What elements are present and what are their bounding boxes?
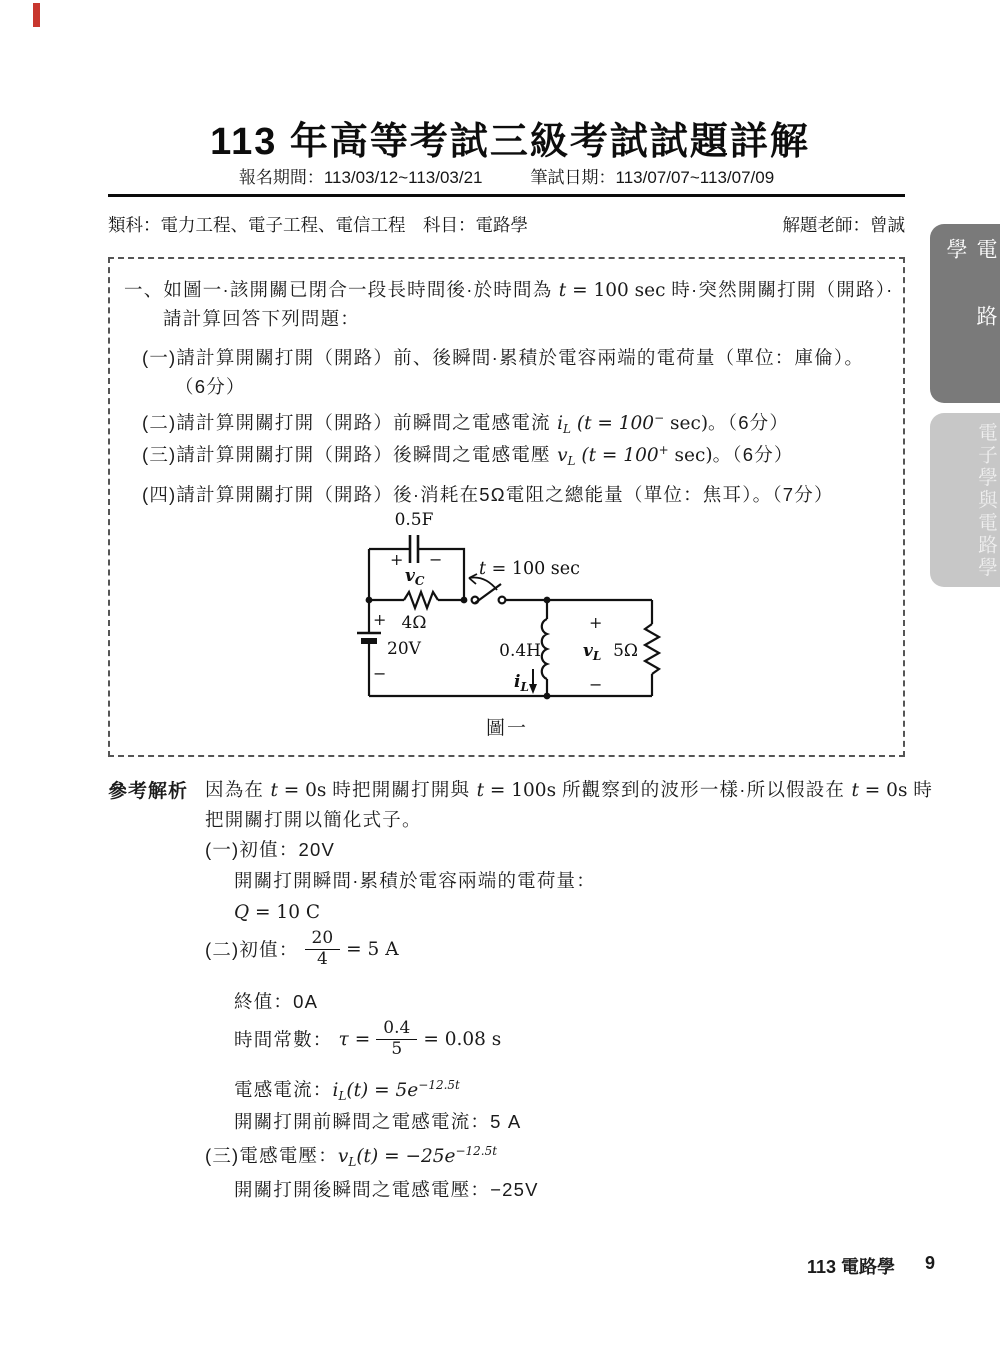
p1-eq-3: = 0s	[858, 780, 914, 801]
resistor-4ohm-label: 4Ω	[401, 613, 427, 633]
vl-symbol: v	[583, 641, 593, 661]
meta-row	[108, 212, 905, 237]
solution-label: 參考解析	[108, 781, 189, 802]
exam-dates-row	[108, 163, 905, 188]
item3-points: 。（6分）	[712, 444, 794, 465]
p1-text-c: 所觀察到的波形一樣·所以假設在	[561, 779, 852, 800]
question-box	[108, 257, 905, 757]
vl-subscript: L	[592, 649, 602, 663]
fraction-numerator: 0.4	[376, 1019, 417, 1040]
fraction-denominator: 5	[391, 1038, 403, 1059]
part2-result: = 5 A	[346, 938, 399, 960]
solution-part3-voltage-eq	[205, 1142, 497, 1168]
vc-subscript: C	[414, 574, 425, 588]
item2-superscript-minus: −	[654, 411, 665, 425]
question-intro-line2: 請計算回答下列問題：	[163, 308, 361, 329]
p1-text-d: 時	[913, 779, 934, 800]
scan-artifact-mark	[33, 3, 40, 27]
current-arrowhead	[529, 684, 537, 694]
question-item-4: (四)請計算開關打開（開路）後·消耗在5Ω電阻之總能量（單位：焦耳）。（7分）	[142, 484, 834, 505]
intro-text-end: 時·突然開關打開（開路）·	[671, 279, 894, 300]
il-subscript: L	[520, 680, 529, 694]
item3-text: (三)請計算開關打開（開路）後瞬間之電感電壓	[142, 444, 558, 465]
side-tab-electronics-and-circuits: 電子學與電路學	[930, 413, 1000, 587]
switch-open-arrow	[469, 578, 497, 591]
intro-text: 一、如圖一·該開關已閉合一段長時間後·於時間為	[124, 279, 559, 300]
p1-eq-1: = 0s	[277, 780, 333, 801]
inductor-voltage-subscript: L	[567, 454, 576, 468]
question-item-3	[142, 441, 794, 467]
solution-voltage-after: 開關打開後瞬間之電感電壓：−25V	[234, 1179, 539, 1200]
node-dot	[544, 693, 551, 700]
inductor-value-label: 0.4H	[499, 641, 541, 661]
inductor-symbol	[542, 619, 547, 679]
inductor-voltage-symbol: v	[557, 445, 568, 466]
item2-math: (t = 100	[570, 413, 655, 434]
time-constant-result: = 0.08 s	[423, 1028, 502, 1050]
inductor-current-label	[514, 672, 529, 694]
node-dot	[461, 597, 468, 604]
item2-math-tail: sec)	[664, 413, 709, 434]
fraction-20-over-4	[305, 929, 341, 969]
solution-final-value: 終值：0A	[234, 991, 319, 1012]
question-item-1-points: （6分）	[175, 376, 246, 397]
time-value: = 100 sec	[566, 280, 672, 301]
p1-var-t1: t	[270, 780, 278, 801]
side-tab-circuit-theory: 電路學	[930, 224, 1000, 403]
p1-var-t3: t	[851, 780, 859, 801]
fraction-numerator: 20	[305, 929, 341, 950]
load-minus-sign: −	[589, 675, 603, 694]
capacitor-minus-sign: −	[429, 550, 443, 569]
source-value-label: 20V	[387, 639, 421, 659]
question-item-1: (一)請計算開關打開（開路）前、後瞬間·累積於電容兩端的電荷量（單位：庫倫）。	[142, 347, 865, 368]
item2-text: (二)請計算開關打開（開路）前瞬間之電感電流	[142, 412, 558, 433]
switch-contact-right	[499, 597, 506, 604]
category-subject: 類科：電力工程、電子工程、電信工程 科目：電路學	[108, 215, 528, 235]
solution-time-constant	[234, 1019, 501, 1059]
fraction-denominator: 4	[316, 948, 328, 969]
circuit-diagram	[357, 507, 687, 707]
resistor-5ohm-label: 5Ω	[613, 641, 638, 661]
resistor-4ohm-symbol	[404, 592, 438, 608]
registration-period: 報名期間：113/03/12~113/03/21	[238, 168, 483, 187]
vl-symbol: v	[337, 1146, 349, 1167]
il-symbol: i	[514, 672, 521, 692]
vl-subscript: L	[348, 1155, 357, 1169]
footer-book-title: 113 電路學	[807, 1257, 896, 1277]
question-item-2	[142, 409, 789, 435]
question-intro-line1	[124, 276, 894, 302]
part2-label: (二)初值：	[205, 939, 299, 961]
footer-page-number: 9	[925, 1253, 936, 1273]
switch-time-value: = 100 sec	[486, 559, 580, 579]
solution-current-before: 開關打開前瞬間之電感電流：5 A	[234, 1111, 522, 1132]
inductor-current-symbol: i	[557, 413, 563, 434]
solution-paragraph-1	[205, 776, 933, 802]
tau-equals: =	[354, 1028, 371, 1050]
capacitor-plus-sign: +	[390, 550, 404, 569]
resistor-5ohm-symbol	[645, 624, 659, 674]
il-exponent: −12.5t	[418, 1078, 460, 1092]
vl-exponent: −12.5t	[455, 1144, 498, 1158]
il-subscript: L	[338, 1089, 347, 1103]
node-dot	[366, 597, 373, 604]
item2-points: 。（6分）	[708, 412, 790, 433]
solution-charge-equation	[234, 901, 320, 923]
inductor-current-subscript: L	[563, 422, 571, 436]
solver-teacher: 解題老師：曾誠	[782, 215, 905, 235]
source-minus-sign: −	[373, 664, 387, 683]
item3-superscript-plus: +	[658, 443, 669, 457]
switch-time-variable: t	[479, 559, 487, 579]
p1-eq-2: = 100s	[484, 780, 562, 801]
header-divider	[108, 194, 905, 197]
item3-math: (t = 100	[575, 445, 659, 466]
charge-symbol: Q	[234, 902, 250, 923]
figure-caption: 圖一	[485, 718, 528, 739]
vl-expression: (t) = −25e	[356, 1146, 456, 1167]
capacitor-value-label: 0.5F	[394, 510, 434, 530]
switch-blade	[475, 584, 501, 603]
load-voltage-label	[583, 641, 601, 663]
solution-inductor-current-eq	[234, 1076, 460, 1102]
solution-paragraph-2: 把開關打開以簡化式子。	[205, 809, 422, 830]
load-plus-sign: +	[589, 613, 603, 632]
vc-symbol: v	[405, 566, 415, 586]
page-title: 113 年高等考試三級考試試題詳解	[210, 121, 810, 163]
time-variable: t	[558, 280, 567, 301]
node-dot	[544, 597, 551, 604]
time-constant-label: 時間常數：	[234, 1029, 333, 1051]
switch-arrowhead	[469, 574, 477, 584]
il-symbol: i	[332, 1080, 339, 1101]
part3-label: (三)電感電壓：	[205, 1145, 338, 1166]
written-exam-date: 筆試日期：113/07/07~113/07/09	[530, 168, 775, 187]
solution-part1-heading: (一)初值：20V	[205, 839, 336, 860]
fraction-04-over-5	[376, 1019, 417, 1059]
tau-symbol: τ	[338, 1028, 349, 1050]
charge-value: = 10 C	[249, 902, 321, 923]
p1-var-t2: t	[476, 780, 484, 801]
p1-text-b: 時把開關打開與	[332, 779, 477, 800]
source-plus-sign: +	[373, 610, 387, 629]
il-expression: (t) = 5e	[346, 1080, 419, 1101]
capacitor-voltage-label	[405, 566, 425, 588]
solution-part2-initial-value	[205, 929, 399, 969]
solution-part1-line: 開關打開瞬間·累積於電容兩端的電荷量：	[234, 870, 596, 891]
p1-text: 因為在	[205, 779, 271, 800]
inductor-current-label: 電感電流：	[234, 1079, 333, 1100]
switch-time-label	[479, 559, 580, 579]
item3-math-tail: sec)	[668, 445, 713, 466]
